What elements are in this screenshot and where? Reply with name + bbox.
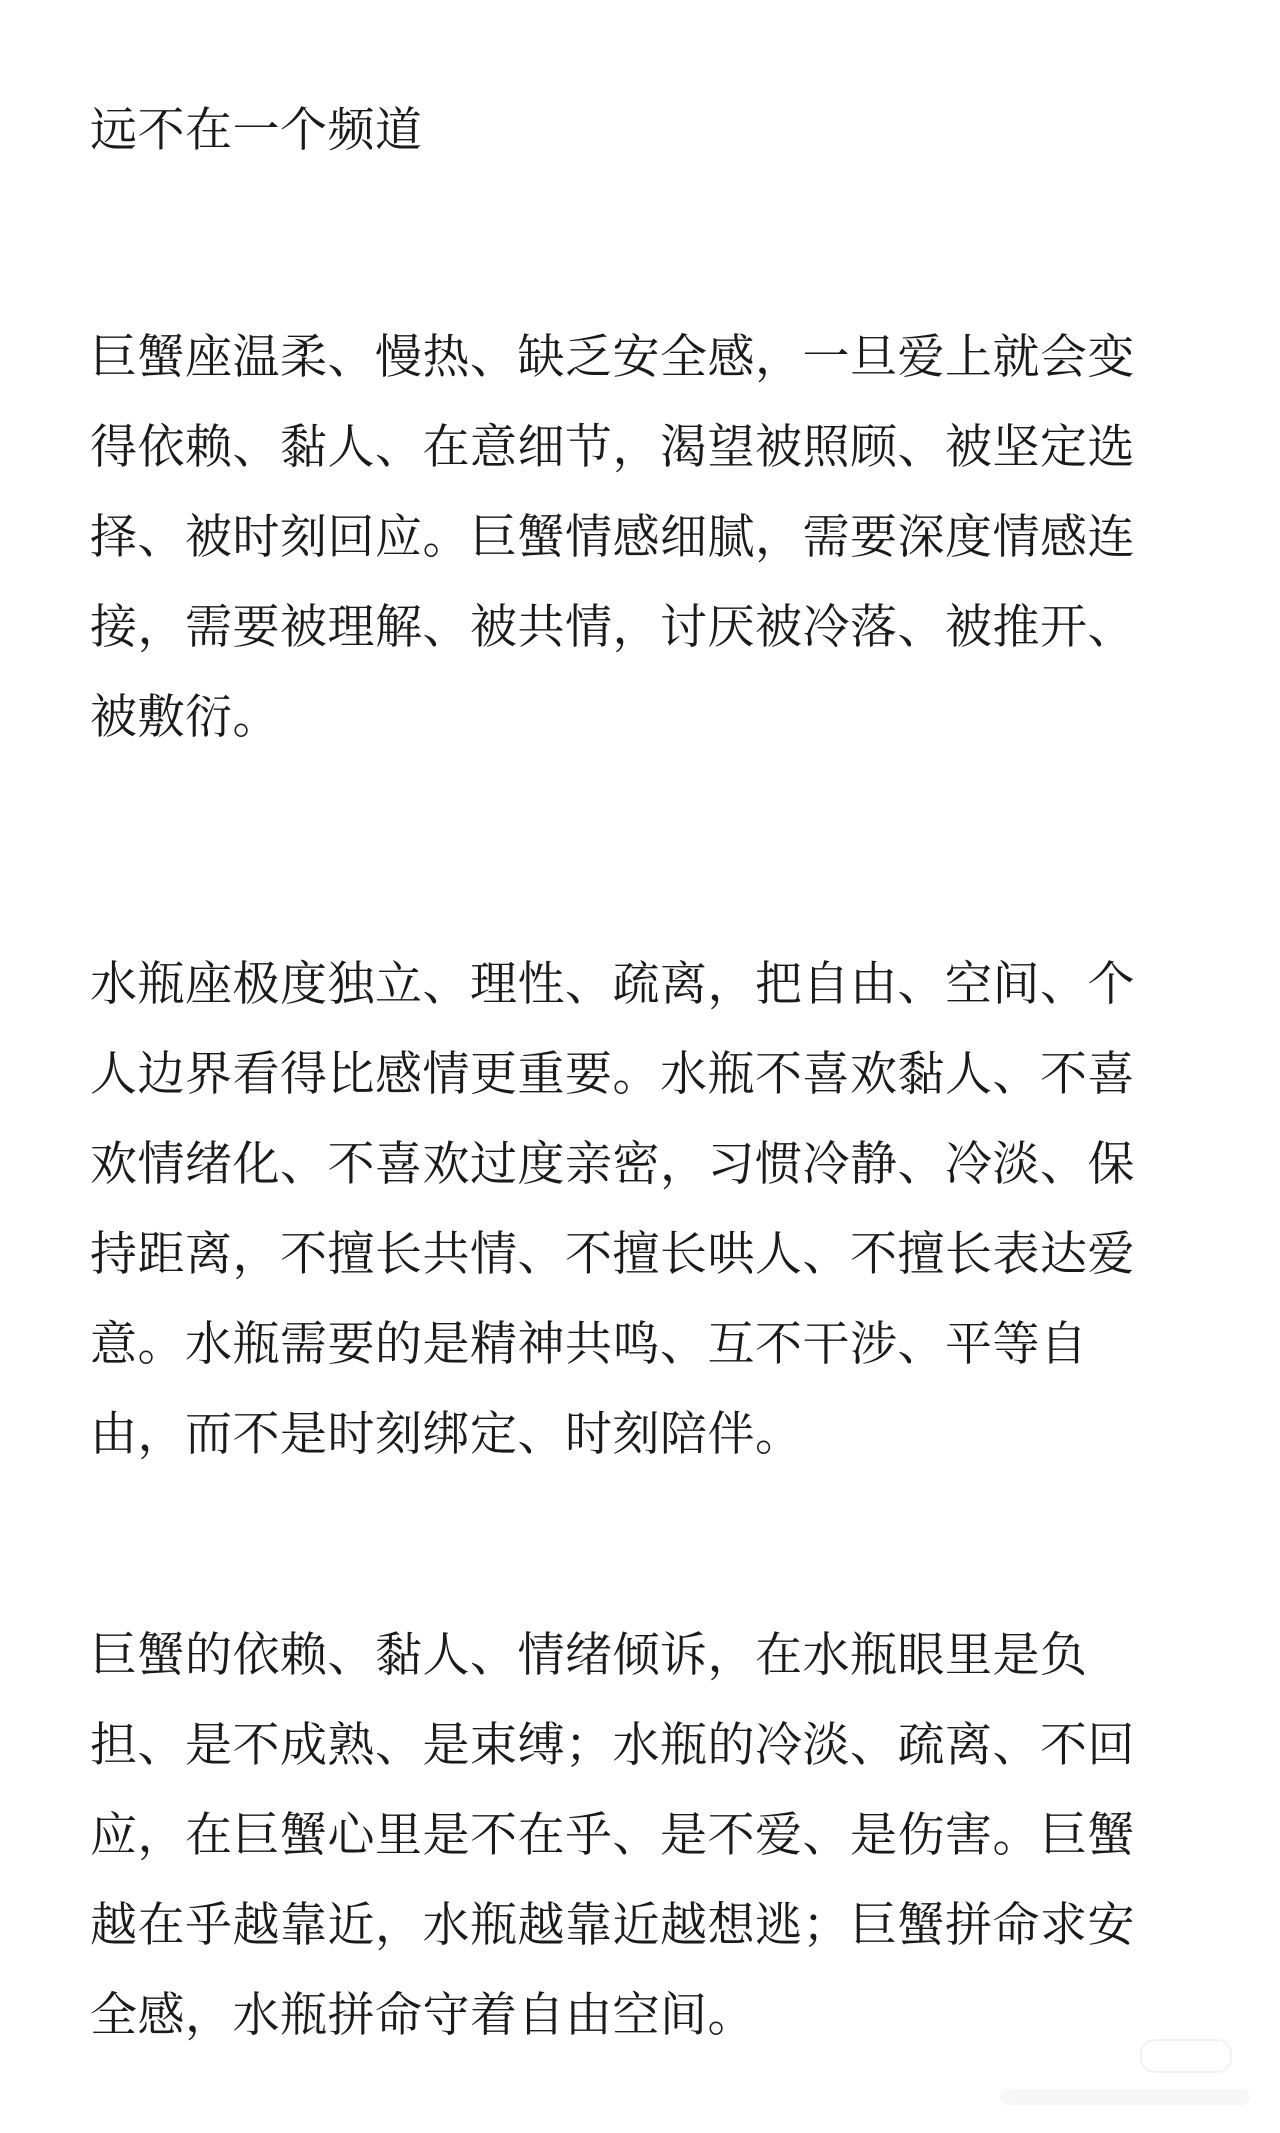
document-heading: 远不在一个频道 [90,103,423,158]
paragraph-3-line-4: 越在乎越靠近，水瓶越靠近越想逃；巨蟹拼命求安 [90,1898,1135,1953]
paragraph-1-line-1: 巨蟹座温柔、慢热、缺乏安全感，一旦爱上就会变 [90,330,1135,385]
paragraph-2-line-4: 持距离，不擅长共情、不擅长哄人、不擅长表达爱 [90,1227,1135,1282]
watermark-bar [1000,2089,1250,2105]
paragraph-2-line-3: 欢情绪化、不喜欢过度亲密，习惯冷静、冷淡、保 [90,1137,1135,1192]
paragraph-2-line-1: 水瓶座极度独立、理性、疏离，把自由、空间、个 [90,957,1135,1012]
paragraph-2-line-2: 人边界看得比感情更重要。水瓶不喜欢黏人、不喜 [90,1047,1135,1102]
paragraph-3-line-1: 巨蟹的依赖、黏人、情绪倾诉，在水瓶眼里是负 [90,1628,1088,1683]
paragraph-1-line-3: 择、被时刻回应。巨蟹情感细腻，需要深度情感连 [90,510,1135,565]
paragraph-1-line-4: 接，需要被理解、被共情，讨厌被冷落、被推开、 [90,600,1135,655]
watermark-logo [990,2039,1250,2109]
paragraph-1-line-5: 被敷衍。 [90,690,280,745]
paragraph-3-line-2: 担、是不成熟、是束缚；水瓶的冷淡、疏离、不回 [90,1718,1135,1773]
paragraph-1-line-2: 得依赖、黏人、在意细节，渴望被照顾、被坚定选 [90,420,1135,475]
paragraph-3-line-3: 应，在巨蟹心里是不在乎、是不爱、是伤害。巨蟹 [90,1808,1135,1863]
paragraph-3-line-5: 全感，水瓶拼命守着自由空间。 [90,1988,755,2043]
paragraph-2-line-5: 意。水瓶需要的是精神共鸣、互不干涉、平等自 [90,1317,1088,1372]
paragraph-2-line-6: 由，而不是时刻绑定、时刻陪伴。 [90,1407,803,1462]
watermark-badge [1140,2039,1232,2073]
